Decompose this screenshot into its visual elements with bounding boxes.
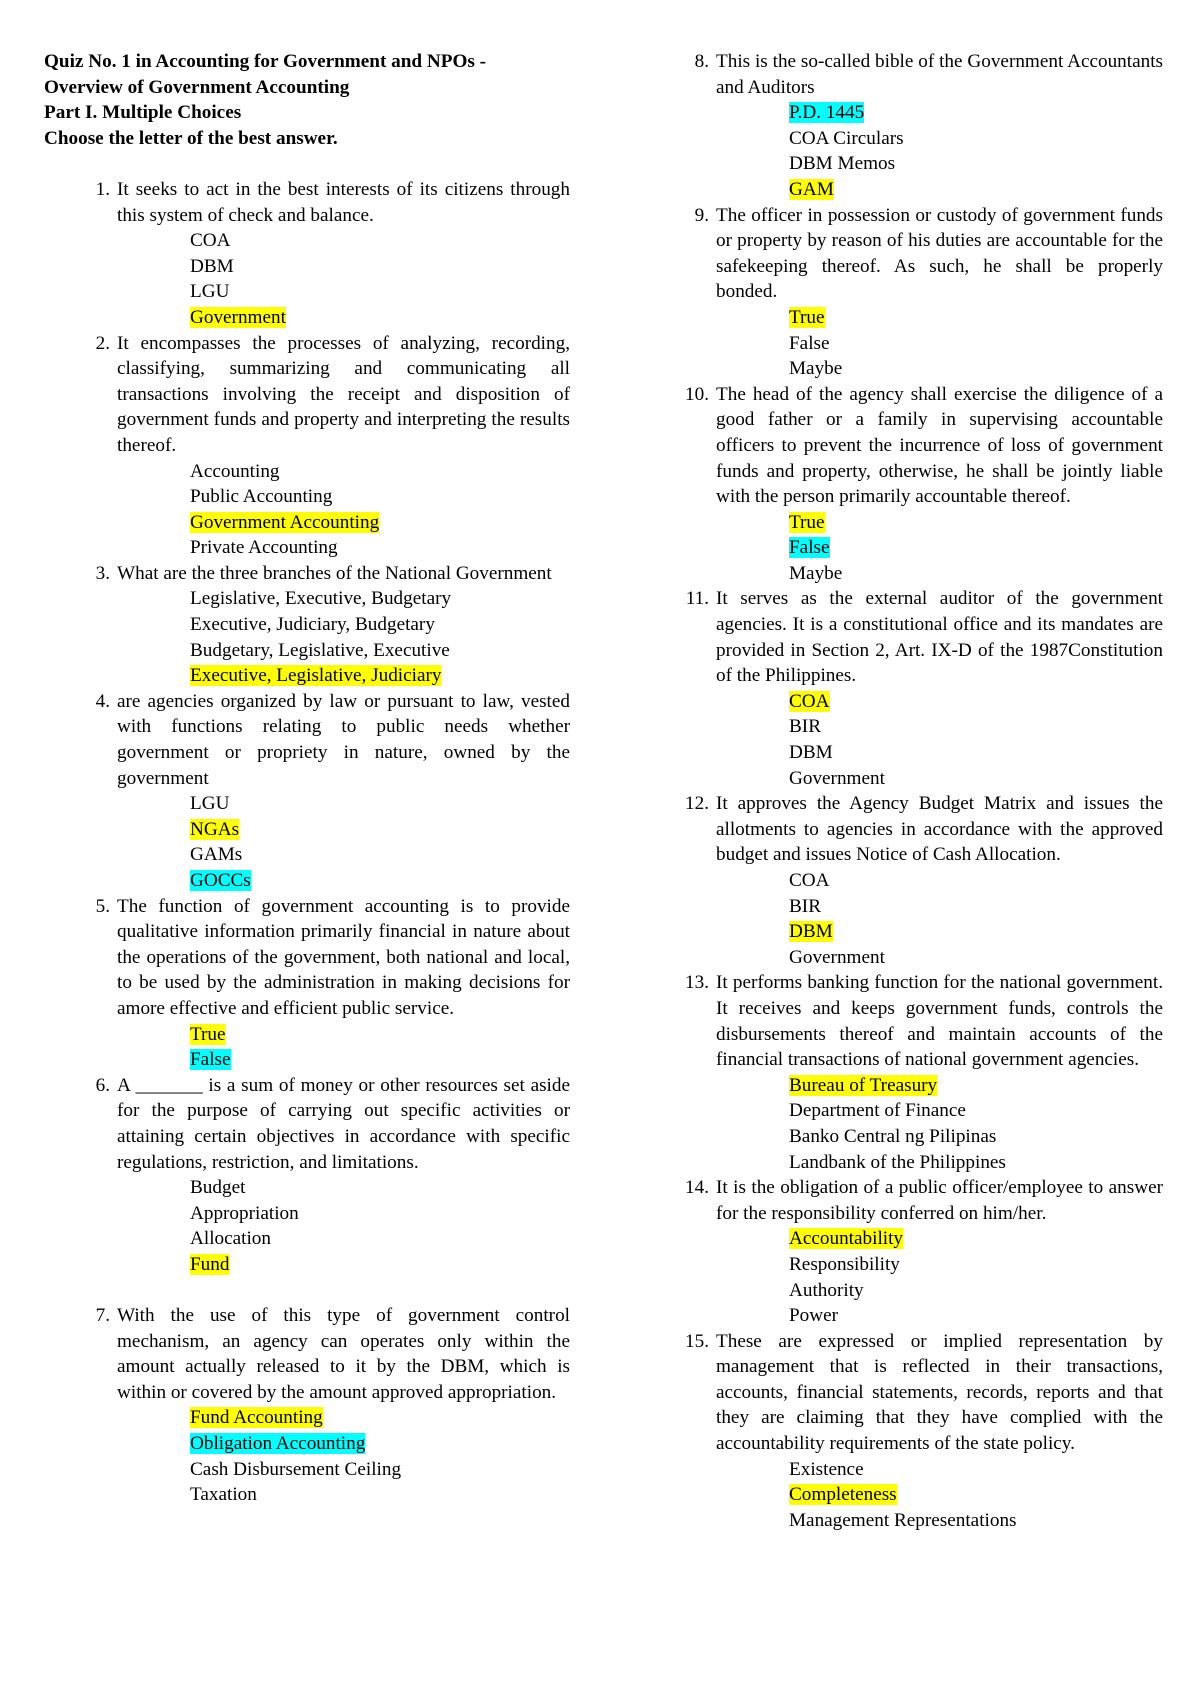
highlighted-choice-text: True: [190, 1023, 226, 1045]
highlighted-choice-text: Executive, Legislative, Judiciary: [190, 665, 442, 687]
answer-choice: [789, 151, 1163, 177]
title-line-1: Quiz No. 1 in Accounting for Government and NPOs -: [44, 51, 487, 72]
answer-choice: [789, 894, 1163, 920]
answer-choice: [789, 1150, 1163, 1176]
answer-choice: [789, 689, 1163, 715]
question-number: 7.: [95, 1305, 110, 1327]
question-number: 3.: [95, 562, 110, 584]
choice-text: Management Representations: [789, 1509, 1017, 1531]
question-text: The head of the agency shall exercise the diligence of a good father or a family in supervising accountable officers to prevent the incurrence of loss of government funds and property, otherwise, he shall be jointly liable with the person primarily accountable thereof.: [716, 383, 1163, 508]
choice-text: Taxation: [190, 1484, 257, 1506]
highlighted-choice-text: NGAs: [190, 818, 240, 840]
answer-choice: [789, 126, 1163, 152]
highlighted-choice-text: Completeness: [789, 1484, 897, 1506]
title-line-3: Part I. Multiple Choices: [44, 102, 242, 124]
answer-choice: [789, 868, 1163, 894]
question-item: [643, 1175, 1163, 1329]
question-item: [643, 203, 1163, 382]
choice-text: Department of Finance: [789, 1100, 966, 1122]
question-item: [44, 1303, 570, 1508]
question-item: [643, 49, 1163, 203]
question-text: It approves the Agency Budget Matrix and issues the allotments to agencies in accordance with the approved budget and issues Notice of Cash Allocation.: [716, 793, 1163, 866]
choice-list: [44, 1405, 570, 1507]
answer-choice: [789, 1073, 1163, 1099]
right-column: [643, 49, 1163, 1533]
choice-list: [643, 1226, 1163, 1328]
choice-text: Banko Central ng Pilipinas: [789, 1125, 997, 1147]
answer-choice: [789, 1278, 1163, 1304]
answer-choice: [789, 1457, 1163, 1483]
question-stem: [643, 49, 1163, 100]
choice-text: COA Circulars: [789, 127, 904, 149]
question-number: 10.: [685, 383, 709, 405]
choice-list: [44, 228, 570, 330]
answer-choice: [789, 177, 1163, 203]
highlighted-choice-text: DBM: [789, 921, 833, 943]
highlighted-choice-text: Fund Accounting: [190, 1407, 323, 1429]
choice-list: [44, 459, 570, 561]
answer-choice: [190, 1047, 570, 1073]
question-number: 15.: [685, 1330, 709, 1352]
choice-list: [643, 868, 1163, 970]
question-item: [44, 177, 570, 331]
title-line-2: Overview of Government Accounting: [44, 76, 350, 98]
question-stem: [44, 689, 570, 791]
choice-text: COA: [789, 870, 830, 891]
answer-choice: [190, 484, 570, 510]
question-stem: [44, 331, 570, 459]
answer-choice: [190, 817, 570, 843]
answer-choice: [789, 945, 1163, 971]
choice-text: Private Accounting: [190, 537, 338, 559]
choice-list: [643, 1073, 1163, 1175]
choice-text: Authority: [789, 1279, 864, 1301]
highlighted-choice-text: True: [789, 306, 825, 328]
answer-choice: [789, 331, 1163, 357]
answer-choice: [789, 1098, 1163, 1124]
question-text: It performs banking function for the national government. It receives and keeps government funds, controls the disbursements thereof and maintain accounts of the financial transactions of national government agencies.: [716, 972, 1163, 1071]
right-question-list: [643, 49, 1163, 1533]
highlighted-choice-text: Fund: [190, 1253, 230, 1275]
question-text: These are expressed or implied representation by management that is reflected in their transactions, accounts, financial statements, records, reports and that they are claiming that they have complied with the accountability requirements of the state policy.: [716, 1330, 1163, 1455]
choice-text: Accounting: [190, 460, 280, 482]
question-item: [44, 331, 570, 561]
choice-list: [44, 1022, 570, 1073]
answer-choice: [190, 279, 570, 305]
question-stem: [643, 586, 1163, 688]
answer-choice: [789, 1508, 1163, 1534]
choice-list: [44, 586, 570, 688]
choice-text: Allocation: [190, 1228, 271, 1250]
question-item: [643, 970, 1163, 1175]
left-question-list: [44, 177, 570, 1508]
answer-choice: [190, 868, 570, 894]
highlighted-choice-text: Accountability: [789, 1228, 904, 1250]
question-number: 8.: [694, 51, 709, 72]
spacer: [44, 1278, 570, 1304]
question-stem: [44, 1073, 570, 1175]
answer-choice: [789, 535, 1163, 561]
answer-choice: [190, 791, 570, 817]
answer-choice: [190, 510, 570, 536]
answer-choice: [190, 459, 570, 485]
question-item: [643, 586, 1163, 791]
answer-choice: [789, 1482, 1163, 1508]
answer-choice: [789, 510, 1163, 536]
choice-text: Maybe: [789, 562, 843, 584]
answer-choice: [190, 1226, 570, 1252]
question-item: [44, 689, 570, 894]
choice-text: Landbank of the Philippines: [789, 1151, 1006, 1173]
highlighted-choice-text: GAM: [789, 178, 834, 200]
choice-text: Legislative, Executive, Budgetary: [190, 588, 452, 610]
question-text: A _______ is a sum of money or other resources set aside for the purpose of carrying out specific activities or attaining certain objectives in accordance with specific regulations, restriction, and limitations.: [117, 1074, 570, 1173]
choice-text: LGU: [190, 793, 230, 815]
answer-choice: [190, 842, 570, 868]
choice-list: [643, 510, 1163, 587]
question-item: [643, 1329, 1163, 1534]
choice-text: Public Accounting: [190, 486, 333, 508]
choice-text: Power: [789, 1305, 839, 1327]
answer-choice: [190, 1482, 570, 1508]
highlighted-choice-text: Government Accounting: [190, 511, 380, 533]
question-item: [643, 791, 1163, 970]
answer-choice: [190, 663, 570, 689]
choice-text: GAMs: [190, 844, 243, 866]
question-number: 4.: [95, 690, 110, 712]
answer-choice: [789, 561, 1163, 587]
choice-text: Appropriation: [190, 1202, 299, 1224]
highlighted-choice-text: GOCCs: [190, 870, 251, 891]
highlighted-choice-text: P.D. 1445: [789, 102, 865, 124]
question-text: are agencies organized by law or pursuant to law, vested with functions relating to public needs whether government or propriety in nature, owned by the government: [117, 690, 570, 789]
question-number: 11.: [685, 588, 709, 610]
question-text: What are the three branches of the National Government: [117, 562, 552, 584]
question-item: [44, 561, 570, 689]
answer-choice: [190, 1022, 570, 1048]
question-text: It encompasses the processes of analyzing, recording, classifying, summarizing and communicating all transactions involving the receipt and disposition of government funds and property and interpreting the results thereof.: [117, 332, 570, 456]
answer-choice: [190, 305, 570, 331]
choice-text: LGU: [190, 281, 230, 303]
question-number: 5.: [95, 895, 110, 917]
answer-choice: [190, 586, 570, 612]
answer-choice: [190, 1175, 570, 1201]
choice-text: Existence: [789, 1458, 864, 1480]
answer-choice: [789, 356, 1163, 382]
answer-choice: [789, 1303, 1163, 1329]
highlighted-choice-text: False: [190, 1049, 231, 1071]
answer-choice: [190, 1201, 570, 1227]
choice-text: BIR: [789, 895, 821, 917]
choice-list: [643, 689, 1163, 791]
choice-list: [44, 1175, 570, 1277]
answer-choice: [789, 740, 1163, 766]
question-text: This is the so-called bible of the Government Accountants and Auditors: [716, 51, 1163, 98]
question-number: 13.: [685, 972, 709, 994]
answer-choice: [190, 638, 570, 664]
question-stem: [643, 382, 1163, 510]
quiz-title: [44, 49, 570, 151]
highlighted-choice-text: True: [789, 511, 825, 533]
question-item: [44, 894, 570, 1073]
choice-list: [643, 1457, 1163, 1534]
answer-choice: [789, 100, 1163, 126]
left-column: [44, 49, 570, 1508]
question-number: 12.: [685, 793, 709, 815]
choice-text: Government: [789, 767, 885, 789]
question-stem: [44, 894, 570, 1022]
choice-text: DBM: [789, 742, 833, 764]
question-number: 6.: [95, 1074, 110, 1096]
choice-text: False: [789, 332, 830, 354]
answer-choice: [190, 1252, 570, 1278]
question-text: With the use of this type of government control mechanism, an agency can operates only within the amount actually released to it by the DBM, which is within or covered by the amount approved appropriation.: [117, 1305, 570, 1403]
question-text: The officer in possession or custody of government funds or property by reason of his duties are accountable for the safekeeping thereof. As such, he shall be properly bonded.: [716, 204, 1163, 303]
question-stem: [643, 791, 1163, 868]
choice-text: Responsibility: [789, 1253, 900, 1275]
answer-choice: [190, 1405, 570, 1431]
question-text: It serves as the external auditor of the government agencies. It is a constitutional office and its mandates are provided in Section 2, Art. IX-D of the 1987Constitution of the Philippines.: [716, 588, 1163, 687]
answer-choice: [190, 228, 570, 254]
choice-text: Maybe: [789, 358, 843, 380]
question-number: 2.: [95, 332, 110, 354]
question-number: 1.: [95, 178, 110, 200]
choice-text: BIR: [789, 716, 821, 738]
choice-list: [643, 305, 1163, 382]
question-item: [643, 382, 1163, 587]
question-stem: [44, 1303, 570, 1405]
question-number: 9.: [694, 204, 709, 226]
highlighted-choice-text: Obligation Accounting: [190, 1433, 366, 1455]
answer-choice: [789, 1252, 1163, 1278]
highlighted-choice-text: Government: [190, 306, 286, 328]
answer-choice: [789, 1226, 1163, 1252]
answer-choice: [789, 766, 1163, 792]
question-text: It is the obligation of a public officer/employee to answer for the responsibility conferred on him/her.: [716, 1177, 1163, 1224]
answer-choice: [789, 919, 1163, 945]
question-text: It seeks to act in the best interests of its citizens through this system of check and balance.: [117, 178, 570, 226]
choice-text: DBM: [190, 255, 234, 277]
answer-choice: [789, 305, 1163, 331]
answer-choice: [789, 1124, 1163, 1150]
question-item: [44, 1073, 570, 1278]
answer-choice: [789, 714, 1163, 740]
answer-choice: [190, 254, 570, 280]
title-line-4: Choose the letter of the best answer.: [44, 127, 338, 149]
choice-text: Executive, Judiciary, Budgetary: [190, 614, 435, 636]
highlighted-choice-text: COA: [789, 690, 830, 712]
highlighted-choice-text: Bureau of Treasury: [789, 1074, 938, 1096]
choice-text: Budgetary, Legislative, Executive: [190, 639, 450, 661]
question-text: The function of government accounting is to provide qualitative information primarily financial in nature about the operations of the government, both national and local, to be used by the administration in making decisions for amore effective and efficient public service.: [117, 895, 570, 1019]
choice-text: COA: [190, 230, 231, 252]
question-stem: [643, 1175, 1163, 1226]
question-stem: [643, 203, 1163, 305]
answer-choice: [190, 535, 570, 561]
choice-list: [44, 791, 570, 893]
question-number: 14.: [685, 1177, 709, 1199]
answer-choice: [190, 1457, 570, 1483]
question-stem: [643, 970, 1163, 1072]
choice-list: [643, 100, 1163, 202]
question-stem: [44, 177, 570, 228]
choice-text: Budget: [190, 1177, 246, 1199]
question-stem: [44, 561, 570, 587]
answer-choice: [190, 612, 570, 638]
answer-choice: [190, 1431, 570, 1457]
question-stem: [643, 1329, 1163, 1457]
choice-text: Cash Disbursement Ceiling: [190, 1458, 402, 1480]
choice-text: DBM Memos: [789, 153, 896, 175]
choice-text: Government: [789, 946, 885, 968]
highlighted-choice-text: False: [789, 537, 830, 559]
